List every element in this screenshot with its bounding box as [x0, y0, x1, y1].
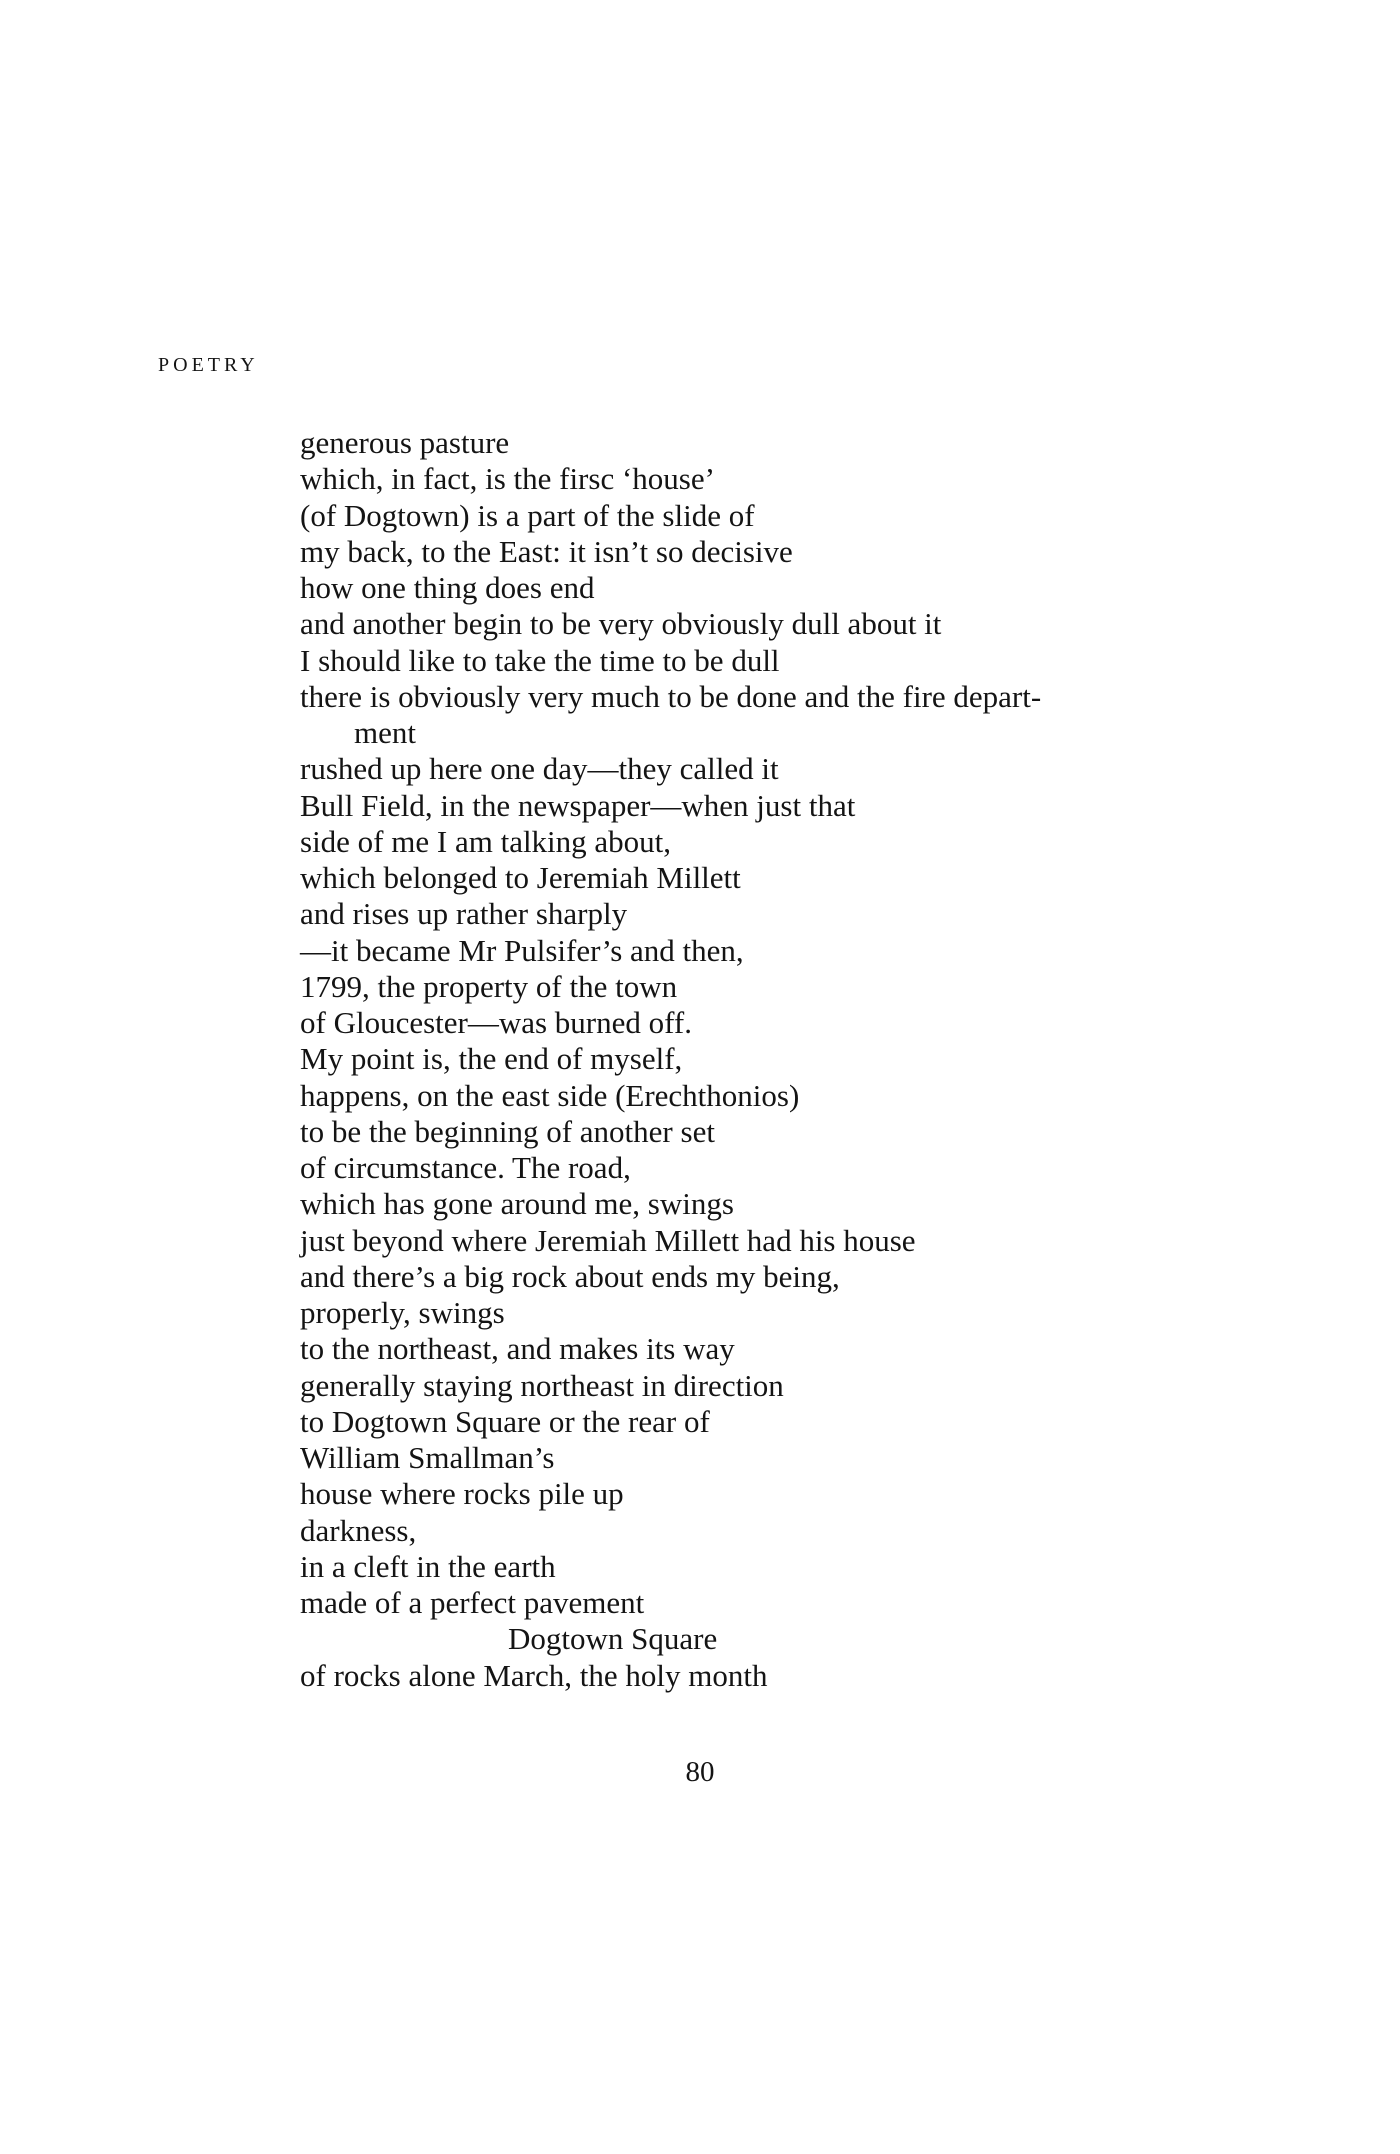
poem-line: of circumstance. The road, [300, 1150, 631, 1185]
poem-line: My point is, the end of myself, [300, 1041, 683, 1077]
poem-line: happens, on the east side (Erechthonios) [300, 1077, 800, 1113]
poem-line: —it became Mr Pulsifer’s and then, [300, 932, 744, 968]
poem-line: darkness, [300, 1512, 417, 1548]
poem-line: side of me I am talking about, [300, 823, 672, 859]
poem-line: to the northeast, and makes its way [300, 1331, 735, 1367]
poem-line: and another begin to be very obviously dull about it [300, 606, 942, 642]
poem-line-indented: Dogtown Square [508, 1621, 718, 1657]
poem-line: which has gone around me, swings [300, 1186, 734, 1222]
poem-line: my back, to the East: it isn’t so decisive [300, 533, 793, 569]
poem-line: in a cleft in the earth [300, 1548, 556, 1584]
poem-line: properly, swings [300, 1295, 505, 1330]
poem-line: which belonged to Jeremiah Millett [300, 860, 741, 895]
poem-line-turnover: ment [354, 715, 416, 750]
poem-line: house where rocks pile up [300, 1476, 624, 1512]
poem-line: made of a perfect pavement [300, 1585, 645, 1620]
poem-line: William Smallman’s [300, 1440, 555, 1475]
poem-line: which, in fact, is the firsc ‘house’ [300, 461, 715, 497]
poem-line: 1799, the property of the town [300, 968, 678, 1004]
poem-text [300, 425, 1300, 1694]
running-head: POETRY [158, 354, 259, 376]
poem-line: I should like to take the time to be dull [300, 642, 780, 678]
poem-line: generous pasture [300, 425, 510, 460]
poem-line: how one thing does end [300, 570, 595, 605]
poem-line: of Gloucester—was burned off. [300, 1005, 692, 1040]
poem-line: to Dogtown Square or the rear of [300, 1403, 710, 1439]
poem-line: (of Dogtown) is a part of the slide of [300, 497, 755, 533]
poem-line: and rises up rather sharply [300, 896, 628, 932]
poem-line: just beyond where Jeremiah Millett had his house [300, 1222, 916, 1258]
poem-line: rushed up here one day—they called it [300, 751, 779, 787]
poem-line: to be the beginning of another set [300, 1113, 715, 1149]
poem-line: generally staying northeast in direction [300, 1367, 784, 1403]
poem-line: of rocks alone March, the holy month [300, 1657, 768, 1693]
poem-line: and there’s a big rock about ends my being, [300, 1258, 840, 1294]
poem-line: there is obviously very much to be done and the fire depart- [300, 678, 1042, 714]
poem-line: Bull Field, in the newspaper—when just that [300, 787, 856, 823]
page-number: 80 [685, 1756, 715, 1788]
